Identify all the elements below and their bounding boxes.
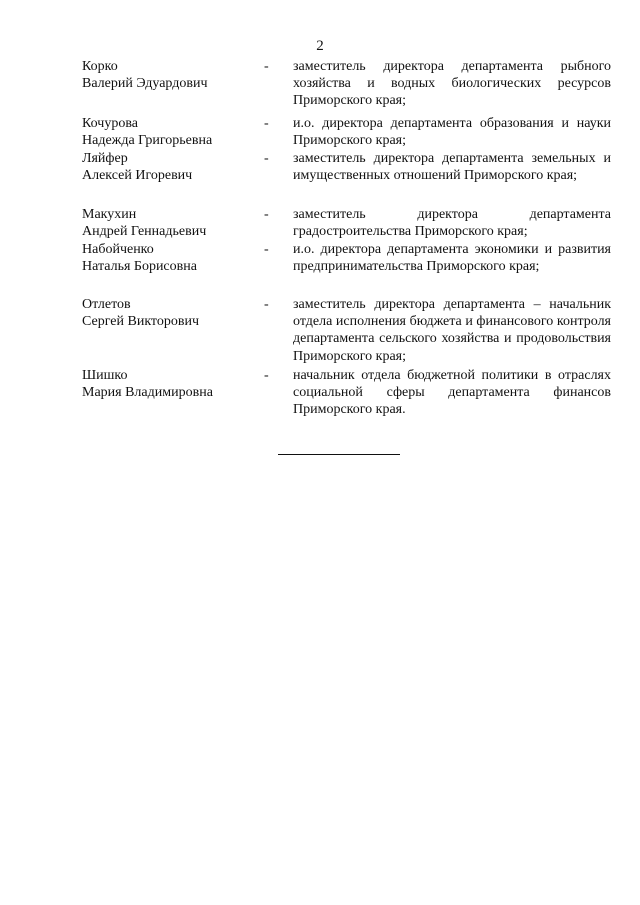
person-surname: Шишко [82,368,128,383]
person-surname: Макухин [82,207,137,222]
person-surname: Ляйфер [82,151,128,166]
separator-dash: - [264,116,269,131]
separator-dash: - [264,59,269,74]
separator-dash: - [264,151,269,166]
person-given-name: Валерий Эдуардович [82,76,208,92]
person-name [82,241,262,275]
person-given-name: Алексей Игоревич [82,168,193,184]
person-given-name: Андрей Геннадьевич [82,224,207,240]
person-role: и.о. директора департамента образования и науки Приморского края; [293,116,611,149]
person-name [82,150,262,184]
person-name [82,115,262,149]
person-role: заместитель директора департамента – начальник отдела исполнения бюджета и финансового контроля департамента сельского хозяйства и продовольствия Приморского края; [293,297,611,364]
separator-dash: - [264,297,269,312]
person-role: заместитель директора департамента земельных и имущественных отношений Приморского края; [293,151,611,184]
person-surname: Отлетов [82,297,131,312]
person-name [82,296,262,330]
person-name [82,367,262,401]
person-surname: Корко [82,59,118,74]
person-given-name: Надежда Григорьевна [82,133,213,149]
separator-dash: - [264,368,269,383]
person-role: начальник отдела бюджетной политики в отраслях социальной сферы департамента финансов Приморского края. [293,368,611,418]
person-name [82,58,262,92]
separator-dash: - [264,242,269,257]
person-surname: Кочурова [82,116,138,131]
person-role: и.о. директора департамента экономики и развития предпринимательства Приморского края; [293,242,611,275]
person-surname: Набойченко [82,242,154,257]
end-divider [278,454,400,455]
separator-dash: - [264,207,269,222]
person-role: заместитель директора департамента рыбного хозяйства и водных биологических ресурсов Приморского края; [293,59,611,109]
person-given-name: Мария Владимировна [82,385,213,401]
person-given-name: Наталья Борисовна [82,259,197,275]
person-name [82,206,262,240]
person-given-name: Сергей Викторович [82,314,200,330]
page-number: 2 [316,38,324,54]
person-role: заместитель директора департамента градостроительства Приморского края; [293,207,611,240]
